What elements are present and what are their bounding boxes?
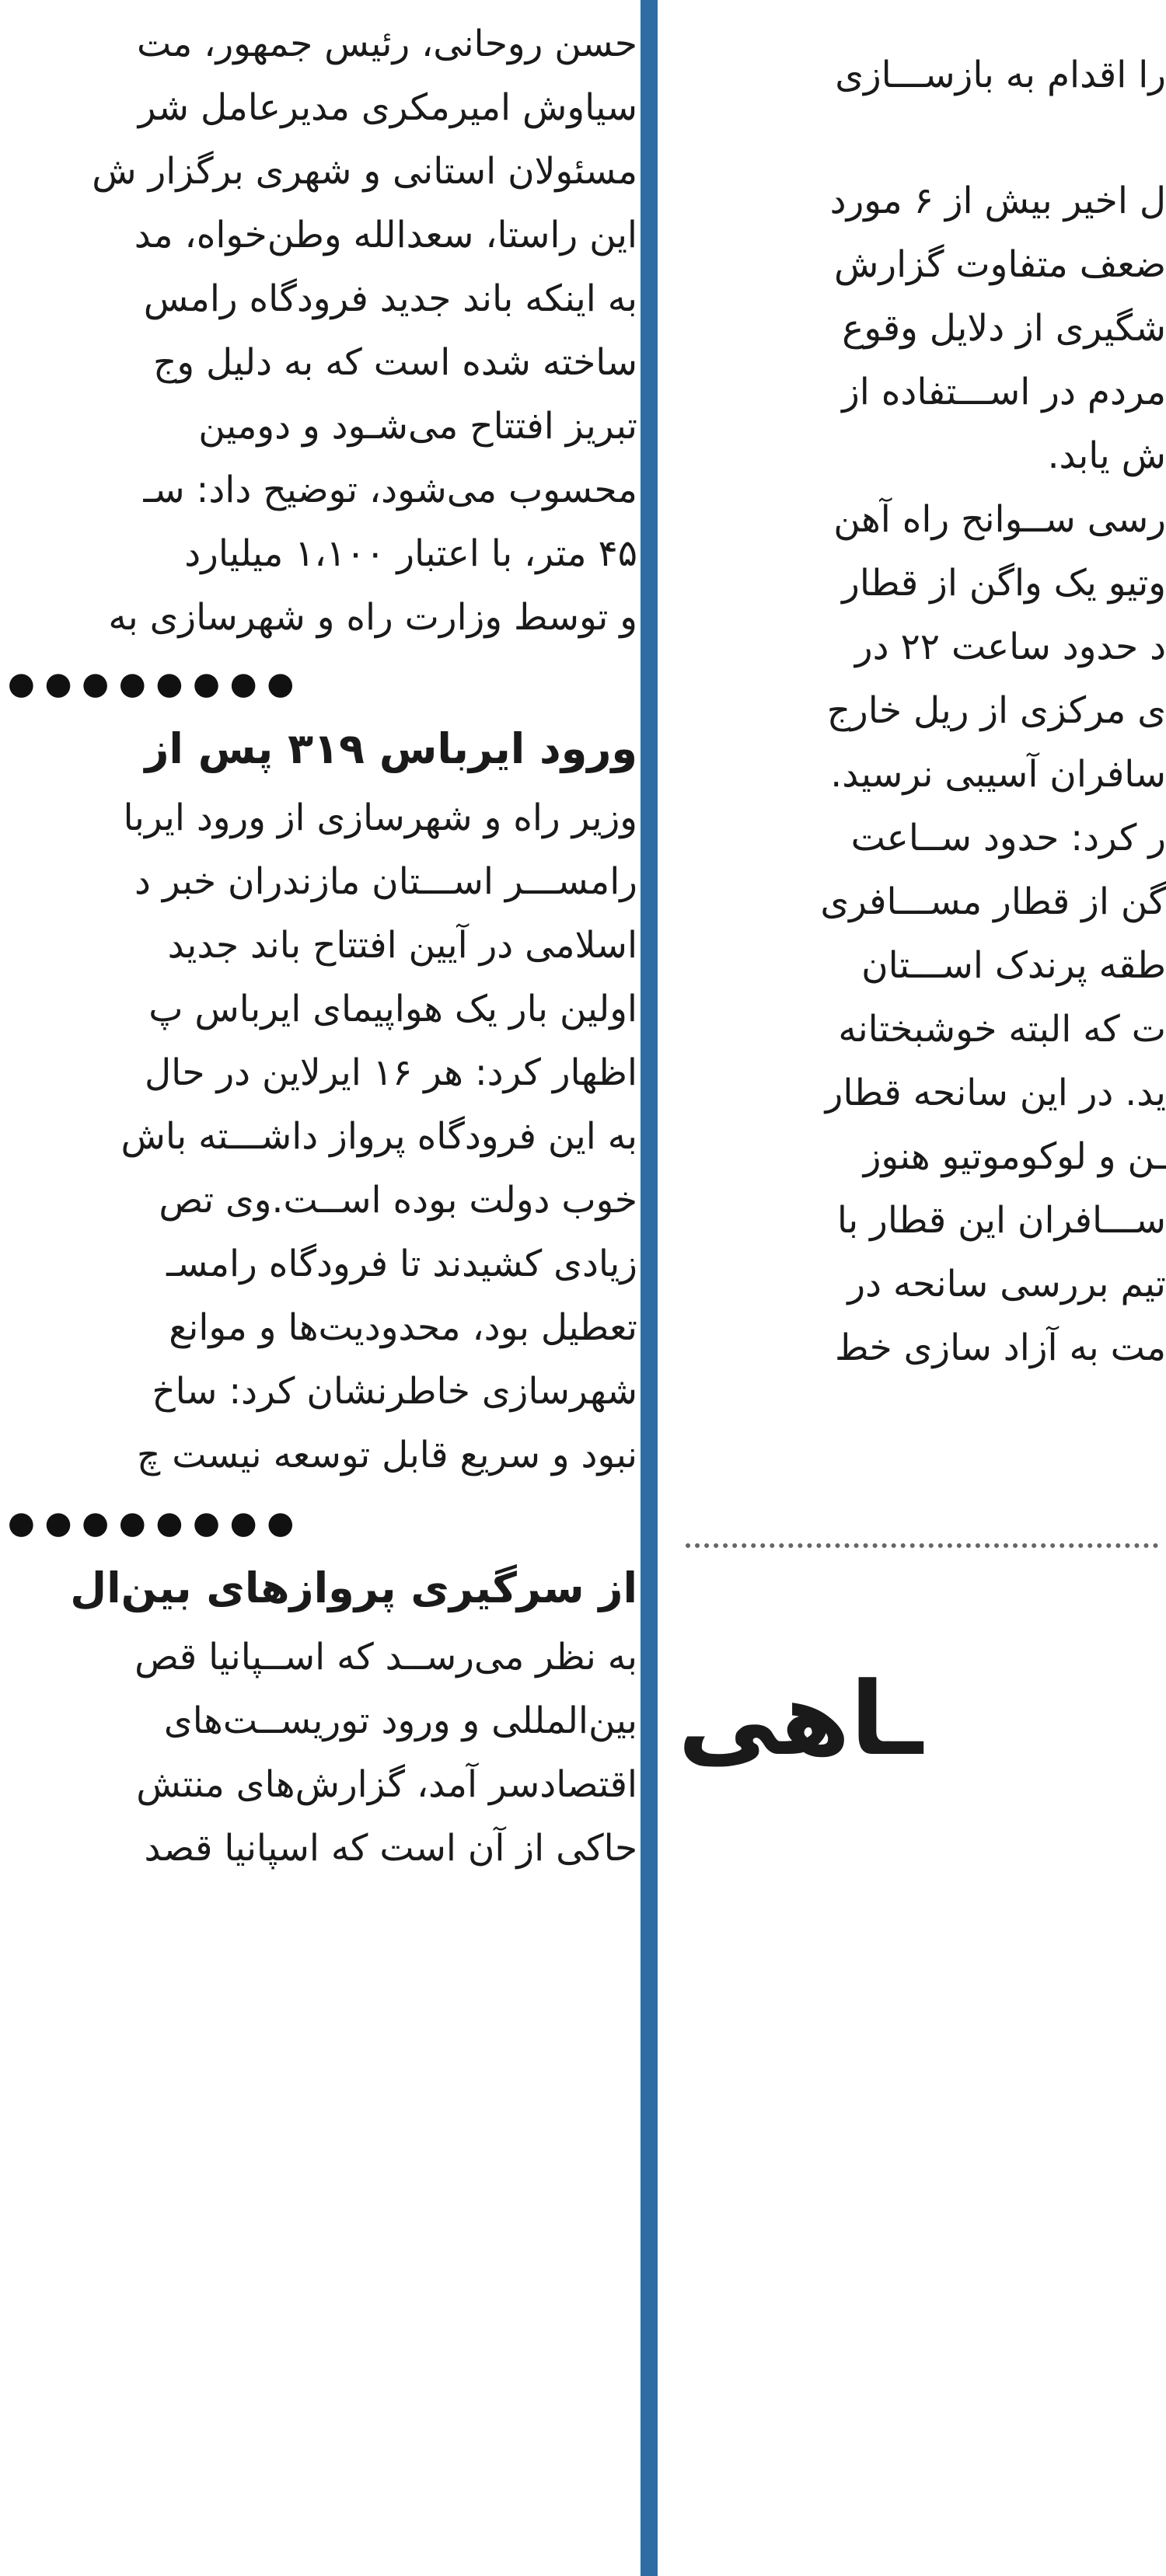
text-line-10: شهرسازی خاطرنشان کرد: ساخ (152, 1370, 637, 1413)
text-line-9: ۴۵ متر، با اعتبار ۱،۱۰۰ میلیارد (184, 532, 637, 575)
text-line-13: طقه پرندک اســـتان (861, 944, 1166, 987)
text-line-2: رامســـر اســـتان مازندران خبر د (134, 860, 637, 903)
text-line-7: وتیو یک واگن از قطار (842, 562, 1166, 605)
text-line-6: رسی ســوانح راه آهن (833, 498, 1166, 541)
text-line-6: به این فرودگاه پرواز داشـــته باش (120, 1115, 637, 1158)
section-separator-bullets-2: ● ● ● ● ● ● ● ● (8, 1505, 295, 1541)
text-line-10: و توسط وزارت راه و شهرسازی به (108, 596, 637, 639)
section-separator-bullets: ● ● ● ● ● ● ● ● (8, 666, 295, 702)
left-top-paragraph (0, 12, 637, 650)
text-line-11: ر کرد: حدود ســاعت (850, 817, 1166, 859)
text-line-3: شگیری از دلایل وقوع (842, 307, 1166, 350)
text-line-7: خوب دولت بوده اســت.وی تص (159, 1179, 637, 1222)
text-line-15: ید. در این سانحه قطار (825, 1072, 1166, 1114)
right-top-paragraph (662, 44, 1166, 107)
text-line-4: مردم در اســـتفاده از (842, 371, 1166, 413)
text-line-6: ساخته شده است که به دلیل وج (153, 341, 637, 384)
text-line-3: مسئولان استانی و شهری برگزار ش (92, 150, 637, 193)
text-line-2: بین‌المللی و ورود توریســت‌های (163, 1699, 637, 1742)
text-line-18: تیم بررسی سانحه در (847, 1263, 1166, 1305)
text-line-8: د حدود ساعت ۲۲ در (854, 626, 1166, 668)
text-line-8: محسوب می‌شود، توضیح داد: سـ (143, 469, 637, 511)
text-line-4: اولین بار یک هواپیمای ایرباس پ (148, 988, 637, 1030)
text-line-19: مت به آزاد سازی خط (835, 1326, 1166, 1369)
left-article-column (0, 0, 637, 1881)
text-line-4: حاکی از آن است که اسپانیا قصد (144, 1827, 637, 1870)
airbus-section-paragraph (0, 786, 637, 1487)
text-line-9: ی مرکزی از ریل خارج (826, 689, 1166, 732)
text-line-7: تبریز افتتاح می‌شـود و دومین (198, 405, 637, 448)
text-line-10: سافران آسیبی نرسید. (830, 753, 1166, 796)
text-line-1: وزیر راه و شهرسازی از ورود ایربا (123, 797, 637, 839)
text-line-17: ســـافران این قطار با (836, 1199, 1166, 1242)
text-line-1: ل اخیر بیش از ۶ مورد (829, 180, 1166, 222)
headline-airbus-319: ورود ایرباس ۳۱۹ پس از (145, 724, 637, 773)
text-line-2: سیاوش امیرمکری مدیرعامل شر (138, 86, 637, 129)
spain-section-paragraph (0, 1626, 637, 1881)
text-line-14: ت که البته خوشبختانه (838, 1008, 1166, 1051)
big-title-fragment: ـاهی (678, 1660, 923, 1778)
train-accident-paragraph (662, 169, 1166, 1380)
text-line-12: گن از قطار مســـافری (820, 880, 1166, 923)
text-line-1: حسن روحانی، رئیس جمهور، مت (137, 23, 637, 65)
text-line-5: ش یابد. (1047, 434, 1166, 477)
text-line-1: را اقدام به بازســـازی (835, 54, 1166, 96)
headline-international-flights: از سرگیری پروازهای بین‌ال (70, 1563, 637, 1612)
text-line-3: اقتصادسر آمد، گزارش‌های منتش (136, 1763, 637, 1806)
text-line-5: به اینکه باند جدید فرودگاه رامس (143, 277, 637, 320)
text-line-16: ـن و لوکوموتیو هنوز (863, 1135, 1166, 1178)
text-line-2: ضعف متفاوت گزارش (834, 243, 1166, 286)
text-line-1: به نظر می‌رســد که اســپانیا قص (134, 1636, 637, 1678)
text-line-3: اسلامی در آیین افتتاح باند جدید (167, 924, 637, 967)
text-line-11: نبود و سریع قابل توسعه نیست چ (137, 1434, 637, 1476)
right-article-column (662, 0, 1166, 1781)
text-line-9: تعطیل بود، محدودیت‌ها و موانع (169, 1306, 637, 1349)
text-line-4: این راستا، سعدالله وطن‌خواه، مد (134, 214, 637, 256)
text-line-5: اظهار کرد: هر ۱۶ ایرلاین در حال (145, 1051, 637, 1094)
column-divider (641, 0, 658, 2576)
text-line-8: زیادی کشیدند تا فرودگاه رامسـ (166, 1243, 637, 1285)
